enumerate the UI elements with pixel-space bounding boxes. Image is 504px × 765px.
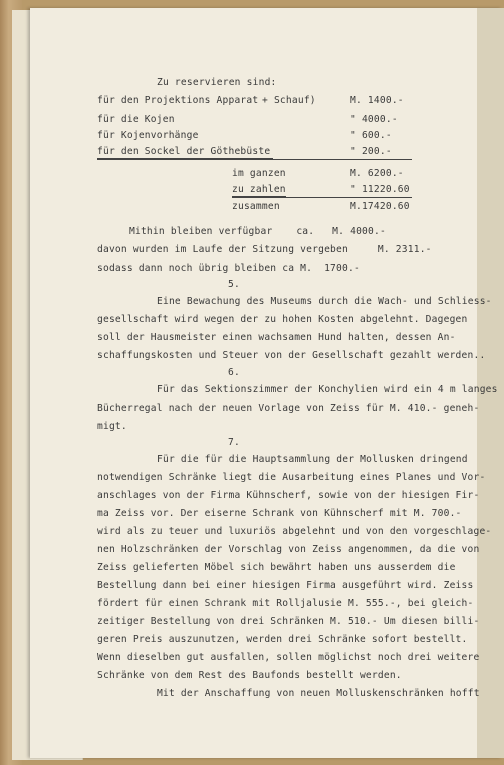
section-number: 6. xyxy=(228,367,240,378)
paragraph-line: nen Holzschränken der Vorschlag von Zeiss angenommen, da die von xyxy=(97,544,480,555)
paragraph-line: fördert für einen Schrank mit Rolljalusie M. 555.-, bei gleich- xyxy=(97,598,474,609)
budget-item-amount: " 200.- xyxy=(350,146,392,157)
sum-rule xyxy=(97,159,412,160)
paragraph-line: Wenn dieselben gut ausfallen, sollen möglichst noch drei weitere xyxy=(97,652,480,663)
total-label: im ganzen xyxy=(232,168,286,179)
paragraph-line: davon wurden im Laufe der Sitzung vergeben M. 2311.- xyxy=(97,244,432,255)
paragraph-line: Mit der Anschaffung von neuen Molluskenschränken hofft xyxy=(157,688,480,699)
paragraph-line: wird als zu teuer und luxuriös abgelehnt und von den vorgeschlage- xyxy=(97,526,492,537)
paragraph-line: Schränke von dem Rest des Baufonds bestellt werden. xyxy=(97,670,402,681)
section-number: 7. xyxy=(228,437,240,448)
paragraph-line: Für die für die Hauptsammlung der Mollusken dringend xyxy=(157,454,468,465)
paragraph-line: sodass dann noch übrig bleiben ca M. 1700.- xyxy=(97,263,360,274)
budget-heading: Zu reservieren sind: xyxy=(157,77,277,88)
paragraph-line: geren Preis auszunutzen, werden drei Schränke sofort bestellt. xyxy=(97,634,468,645)
paragraph-line: Für das Sektionszimmer der Konchylien wird ein 4 m langes xyxy=(157,384,498,395)
paragraph-line: Eine Bewachung des Museums durch die Wach- und Schliess- xyxy=(157,296,492,307)
total-amount: " 11220.60 xyxy=(350,184,410,195)
paragraph-line: anschlages von der Firma Kühnscherf, sowie von der hiesigen Fir- xyxy=(97,490,480,501)
budget-item-amount: M. 1400.- xyxy=(350,95,404,106)
page-edge-strip xyxy=(477,8,504,758)
paragraph-line: ma Zeiss vor. Der eiserne Schrank von Kühnscherf mit M. 700.- xyxy=(97,508,462,519)
budget-item-amount: " 4000.- xyxy=(350,114,398,125)
paragraph-line: zeitiger Bestellung von drei Schränken M. 510.- Um diesen billi- xyxy=(97,616,480,627)
paragraph-line: Bestellung dann bei einer hiesigen Firma ausgeführt wird. Zeiss xyxy=(97,580,474,591)
budget-item-note: + Schauf) xyxy=(262,95,316,106)
total-amount: M. 6200.- xyxy=(350,168,404,179)
budget-item-label: für die Kojen xyxy=(97,114,175,125)
budget-item-label: für Kojenvorhänge xyxy=(97,130,199,141)
paragraph-line: migt. xyxy=(97,421,127,432)
paragraph-line: gesellschaft wird wegen der zu hohen Kosten abgelehnt. Dagegen xyxy=(97,314,468,325)
budget-item-label: für den Sockel der Göthebüste xyxy=(97,146,273,159)
total-label: zusammen xyxy=(232,201,280,212)
paragraph-line: Mithin bleiben verfügbar ca. M. 4000.- xyxy=(129,226,386,237)
paragraph-line: Bücherregal nach der neuen Vorlage von Zeiss für M. 410.- geneh- xyxy=(97,403,480,414)
paragraph-line: schaffungskosten und Steuer von der Gesellschaft gezahlt werden.. xyxy=(97,350,486,361)
sum-rule xyxy=(232,197,412,198)
budget-item-amount: " 600.- xyxy=(350,130,392,141)
paragraph-line: soll der Hausmeister einen wachsamen Hund halten, dessen An- xyxy=(97,332,456,343)
budget-item-label: für den Projektions Apparat xyxy=(97,95,259,106)
total-label: zu zahlen xyxy=(232,184,286,195)
paragraph-line: Zeiss gelieferten Möbel sich bewährt haben uns ausserdem die xyxy=(97,562,456,573)
total-amount: M.17420.60 xyxy=(350,201,410,212)
paragraph-line: notwendigen Schränke liegt die Ausarbeitung eines Planes und Vor- xyxy=(97,472,486,483)
section-number: 5. xyxy=(228,279,240,290)
